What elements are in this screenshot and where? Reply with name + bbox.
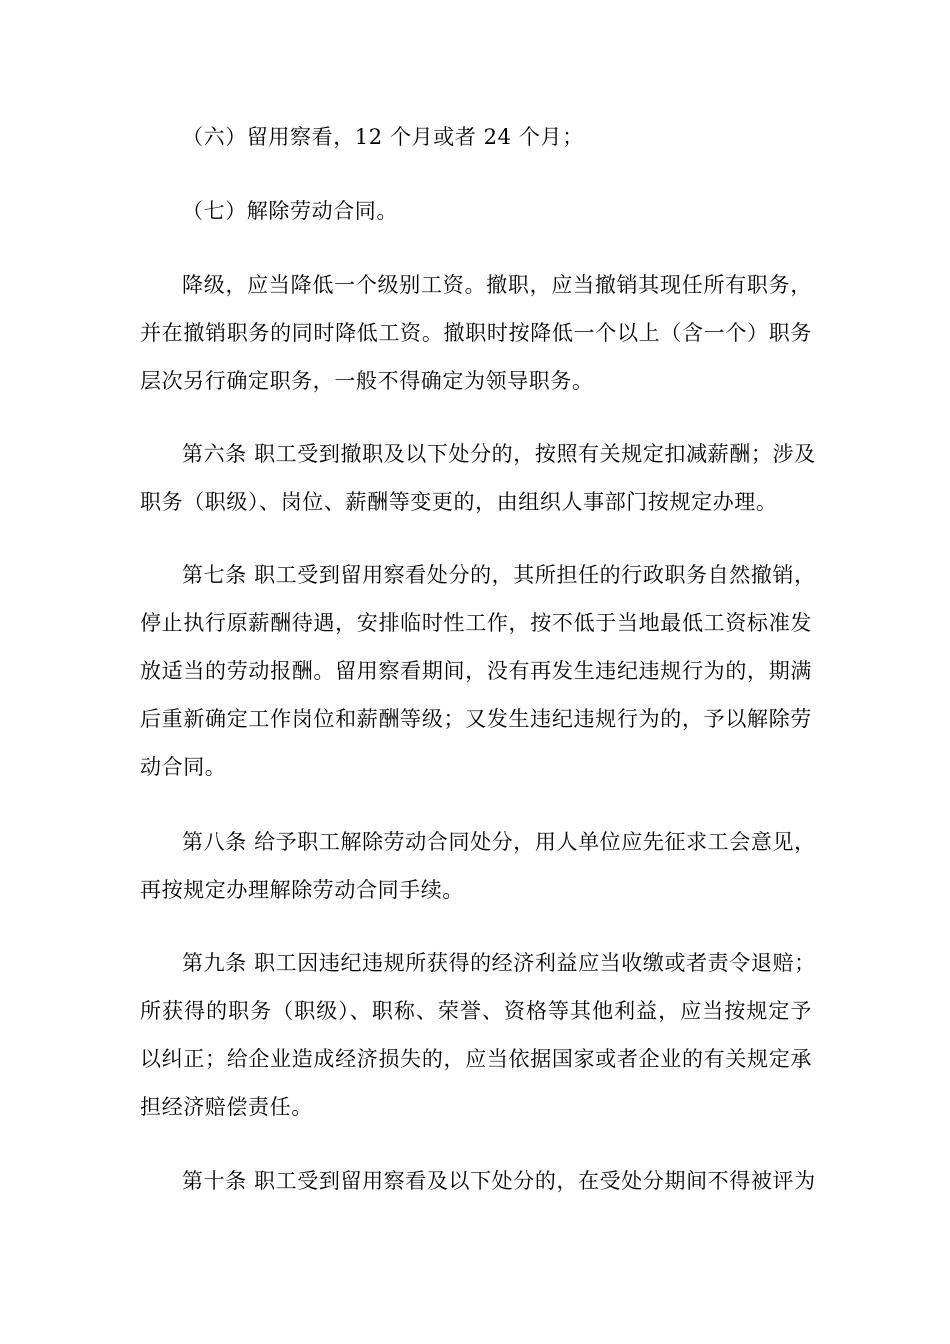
text-line: 担经济赔偿责任。 xyxy=(140,1095,313,1119)
text-line: （六）留用察看，12 个月或者 24 个月； xyxy=(182,125,584,149)
text-line: 第六条 职工受到撤职及以下处分的，按照有关规定扣减薪酬；涉及 xyxy=(182,442,816,466)
paragraph-item-7 xyxy=(140,187,812,235)
text-line: 停止执行原薪酬待遇，安排临时性工作，按不低于当地最低工资标准发 xyxy=(140,611,812,635)
text-line: 第八条 给予职工解除劳动合同处分，用人单位应先征求工会意见， xyxy=(182,830,816,854)
paragraph-item-6 xyxy=(140,113,812,161)
paragraph-demotion xyxy=(140,261,812,405)
text-line: 层次另行确定职务，一般不得确定为领导职务。 xyxy=(140,369,594,393)
text-line: 降级，应当降低一个级别工资。撤职，应当撤销其现任所有职务， xyxy=(182,273,812,297)
text-line: 放适当的劳动报酬。留用察看期间，没有再发生违纪违规行为的，期满 xyxy=(140,659,812,683)
article-6 xyxy=(140,430,816,526)
text-line: 第七条 职工受到留用察看处分的，其所担任的行政职务自然撤销， xyxy=(182,563,816,587)
text-line: 第十条 职工受到留用察看及以下处分的，在受处分期间不得被评为 xyxy=(182,1169,816,1193)
text-line: 动合同。 xyxy=(140,755,227,779)
text-line: 第九条 职工因违纪违规所获得的经济利益应当收缴或者责令退赔； xyxy=(182,951,816,975)
text-line: 再按规定办理解除劳动合同手续。 xyxy=(140,878,464,902)
article-9 xyxy=(140,939,816,1131)
text-line: （七）解除劳动合同。 xyxy=(182,199,398,223)
text-line: 后重新确定工作岗位和薪酬等级；又发生违纪违规行为的，予以解除劳 xyxy=(140,707,812,731)
article-8 xyxy=(140,818,816,914)
article-7 xyxy=(140,551,816,791)
text-line: 职务（职级）、岗位、薪酬等变更的，由组织人事部门按规定办理。 xyxy=(140,490,778,514)
text-line: 所获得的职务（职级）、职称、荣誉、资格等其他利益，应当按规定予 xyxy=(140,999,812,1023)
text-line: 以纠正；给企业造成经济损失的，应当依据国家或者企业的有关规定承 xyxy=(140,1047,812,1071)
article-10 xyxy=(140,1157,816,1205)
text-line: 并在撤销职务的同时降低工资。撤职时按降低一个以上（含一个）职务 xyxy=(140,321,812,345)
